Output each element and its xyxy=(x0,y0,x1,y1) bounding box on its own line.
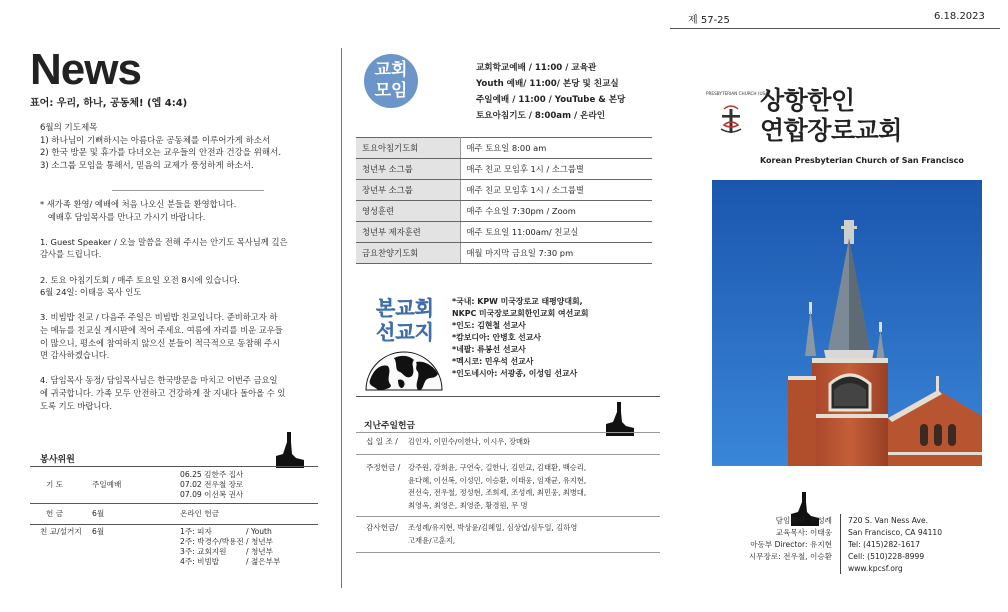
meeting-schedule-table xyxy=(356,137,652,264)
announcement-item: 2. 토요 아침기도회 / 매주 토요일 오전 8시에 있습니다. 6월 24일: 이태응 목사 인도 xyxy=(40,274,241,298)
pcusa-logo xyxy=(706,91,770,145)
tithe-names: 김인자, 이민수/이한나, 이시우, 장매화 xyxy=(408,437,531,446)
column-divider xyxy=(341,48,342,588)
table-row: 금요찬양기도회 매월 마지막 금요일 7:30 pm xyxy=(356,243,652,264)
weekly-offering-names: 강주원, 강희윤, 구연숙, 길한나, 김민교, 김태환, 백승리, 윤다혜, 이선복, 이성민, 이승환, 이태웅, 임재균, 유지현, 전선숙, 전우철, 정성현, 조희제, 조성례, 최민웅, 최병대, 최영옥, 최영은, 최영준, 황경원, 무 명 xyxy=(408,463,587,510)
meetings-badge: 교회 모임 xyxy=(364,54,418,108)
announcement-item: 4. 담임목사 동정/ 담임목사님은 한국방문을 마치고 이번주 금요일 에 귀국합니다. 가족 모두 안전하고 건강하게 잘 지내다 돌아올 수 있 도록 기도 바랍니다. xyxy=(40,375,286,411)
staff-line: 아동부 Director: 유지현 xyxy=(750,540,832,549)
offering-rule xyxy=(356,552,660,553)
mission-line: *캄보디아: 안병호 선교사 xyxy=(452,333,542,342)
service-label: 친 교/설거지 xyxy=(30,525,88,570)
prayer-divider xyxy=(112,190,264,191)
announcements xyxy=(40,198,316,412)
service-value: 1주: 피자 / Youth 2주: 박경수/박용전 / 청년부 3주: 교회지원 / 청년부 4주: 비빔밥 / 젊은부부 xyxy=(176,525,318,570)
table-row: 장년부 소그룹 매주 친교 모임후 1시 / 소그룹별 xyxy=(356,180,652,201)
tithe-label: 십 일 조 / xyxy=(366,437,398,446)
worship-line: 주일예배 / 11:00 / YouTube & 본당 xyxy=(476,95,626,105)
motto: 표어: 우리, 하나, 공동체! (엡 4:4) xyxy=(30,98,188,109)
mission-list xyxy=(452,296,589,380)
news-title: News xyxy=(30,45,141,94)
steeple-icon xyxy=(604,394,636,436)
service-value: 06.25 김한주 집사 07.02 전우철 장로 07.09 이선복 권사 xyxy=(176,467,318,504)
worship-line: Youth 예배/ 11:00/ 본당 및 친교실 xyxy=(476,79,619,89)
service-committee-title: 봉사위원 xyxy=(40,455,75,465)
church-name: 상항한인 연합장로교회 xyxy=(760,86,902,145)
mission-line: *멕시코: 민우석 선교사 xyxy=(452,357,534,366)
staff-list xyxy=(700,515,832,563)
service-value: 온라인 헌금 xyxy=(176,504,318,525)
table-row: 토요아침기도회 매주 토요일 8:00 am xyxy=(356,138,652,159)
welcome-note xyxy=(40,198,316,223)
announcement-item: 1. Guest Speaker / 오늘 말씀을 전해 주시는 안기도 목사님께 깊은 감사를 드립니다. xyxy=(40,236,288,260)
thanksgiving-names: 조성례/유지현, 박상윤/김혜일, 심상엽/심두일, 김하영 고재윤/고훈지, xyxy=(408,523,578,545)
offering-rule xyxy=(356,432,660,433)
staff-line: 시무장로: 전우철, 이승환 xyxy=(748,552,832,561)
welcome-line: * 새가족 환영/ 예배에 처음 나오신 분들을 환영합니다. xyxy=(40,199,237,209)
prayer-item: 1) 하나님이 기뻐하시는 아름다운 공동체를 이루어가게 하소서 xyxy=(40,135,271,146)
worship-times xyxy=(476,60,625,124)
welcome-line: 예배후 담임목사를 만나고 가시기 바랍니다. xyxy=(47,211,206,222)
weekly-offering-label: 주정헌금 / xyxy=(366,463,401,472)
table-row xyxy=(30,504,318,525)
address-line: 720 S. Van Ness Ave. xyxy=(848,516,929,525)
offering-rule xyxy=(356,516,660,517)
prayer-topics xyxy=(40,122,281,172)
table-row: 청년부 제자훈련 매주 토요일 11:00am/ 친교실 xyxy=(356,222,652,243)
prayer-heading: 6월의 기도제목 xyxy=(40,123,98,133)
mission-title: 본교회 선교지 xyxy=(376,296,434,344)
mission-line: *인도: 김현철 선교사 xyxy=(452,321,526,330)
worship-line: 토요아침기도 / 8:00am / 온라인 xyxy=(476,111,606,121)
service-sub: 주일예배 xyxy=(88,467,176,504)
prayer-item: 3) 소그룹 모임을 통해서, 믿음의 교제가 풍성하게 하소서. xyxy=(40,160,254,171)
prayer-item: 2) 한국 방문 및 휴가를 다녀오는 교우들의 안전과 건강을 위해서. xyxy=(40,148,282,158)
table-row xyxy=(30,525,318,570)
church-photo xyxy=(712,180,982,466)
thanksgiving-label: 감사헌금/ xyxy=(366,523,398,532)
service-sub: 6월 xyxy=(88,525,176,570)
service-table xyxy=(30,466,318,569)
header-rule xyxy=(670,28,1000,29)
address-line: San Francisco, CA 94110 xyxy=(848,528,943,537)
svg-text:PRESBYTERIAN CHURCH (USA): PRESBYTERIAN CHURCH (USA) xyxy=(706,91,770,96)
offering-title: 지난주일헌금 xyxy=(364,421,415,431)
mission-line: *인도네시아: 서광종, 이성임 선교사 xyxy=(452,369,578,378)
table-row: 청년부 소그룹 매주 친교 모임후 1시 / 소그룹별 xyxy=(356,159,652,180)
church-address xyxy=(848,515,942,575)
announcement-item: 3. 비빔밥 친교 / 다음주 주일은 비빔밥 친교입니다. 준비하고자 하 는 메뉴를 친교실 게시판에 적어 주세요. 여름에 자리를 비운 교우들 이 많으니, 평소에 참여하지 않으신 분들이 적극적으로 동참해 주시 면 감사하겠습니다. xyxy=(40,312,283,361)
steeple-icon xyxy=(274,424,306,468)
cell-phone: Cell: (510)228-8999 xyxy=(848,552,925,561)
globe-icon xyxy=(364,350,444,390)
staff-line: 담임목사: 조성례 xyxy=(775,516,832,525)
table-row xyxy=(30,467,318,504)
website-link[interactable]: www.kpcsf.org xyxy=(848,564,903,573)
issue-number: 제 57-25 xyxy=(688,15,730,26)
mission-line: *네팔: 류봉선 선교사 xyxy=(452,345,526,354)
service-sub: 6월 xyxy=(88,504,176,525)
contact-divider xyxy=(840,514,841,574)
phone: Tel: (415)282-1617 xyxy=(848,540,921,549)
staff-line: 교육목사: 이태웅 xyxy=(775,528,832,537)
table-row: 영성훈련 매주 수요일 7:30pm / Zoom xyxy=(356,201,652,222)
service-label: 기 도 xyxy=(30,467,88,504)
bulletin-date: 6.18.2023 xyxy=(934,11,985,22)
worship-line: 교회학교예배 / 11:00 / 교육관 xyxy=(476,63,597,73)
mission-line: *국내: KPW 미국장로교 태평양대회, xyxy=(452,297,583,306)
offering-rule xyxy=(356,454,660,455)
service-label: 헌 금 xyxy=(30,504,88,525)
mission-line: NKPC 미국장로교회한인교회 여선교회 xyxy=(452,309,589,318)
church-english-name: Korean Presbyterian Church of San Francisco xyxy=(760,156,964,165)
